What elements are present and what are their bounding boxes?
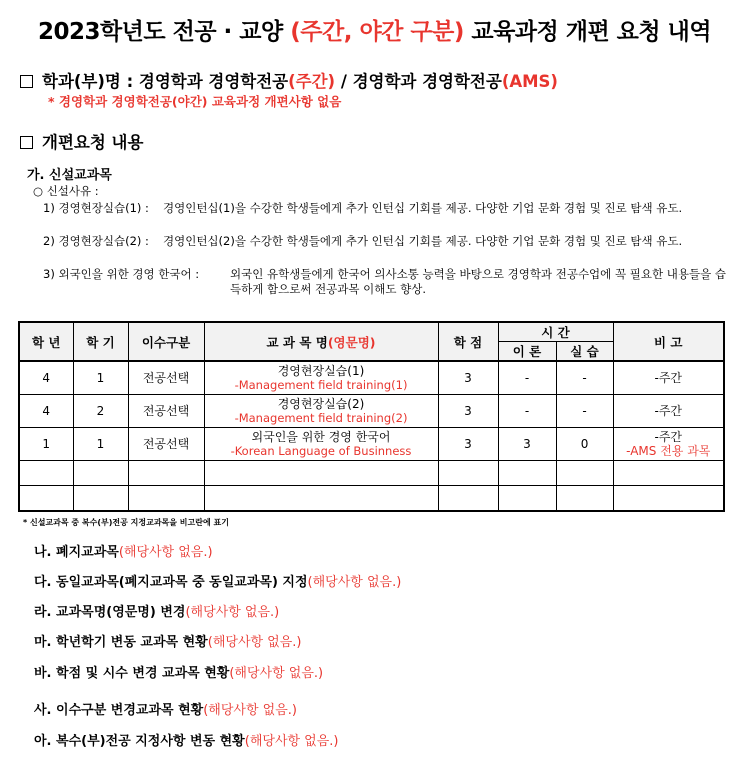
item-label: 라. 교과목명(영문명) 변경	[34, 605, 186, 620]
reason-text: 경영인턴십(2)을 수강한 학생들에게 추가 인턴십 기회를 제공. 다양한 기업 문화 경험 및 진로 탐색 유도.	[163, 234, 683, 248]
item-label: 다. 동일교과목(폐지교과목 중 동일교과목) 지정	[34, 575, 308, 590]
table-row	[19, 486, 724, 512]
header-course	[204, 322, 438, 361]
item-note: (해당사항 없음.)	[203, 703, 297, 718]
cell-remark	[613, 428, 724, 461]
reason-text: 외국인 유학생들에게 한국어 의사소통 능력을 바탕으로 경영학과 전공수업에 꼭 필요한 내용들을 습득하게 함으로써 전공과목 이해도 향상.	[230, 267, 726, 296]
night-note: * 경영학과 경영학전공(야간) 교육과정 개편사항 없음	[48, 94, 342, 109]
item-label: 나. 폐지교과목	[34, 545, 119, 560]
remark-text-2: -AMS 전용 과목	[626, 444, 711, 458]
list-item	[34, 730, 339, 749]
reason-item	[43, 201, 726, 233]
content-heading-text: 개편요청 내용	[42, 133, 144, 152]
table-row	[19, 428, 724, 461]
department-label: 학과(부)명 : 경영학과 경영학전공	[42, 72, 289, 91]
cell-year: 1	[19, 428, 73, 461]
new-courses-heading: 가. 신설교과목	[27, 168, 112, 183]
reason-item	[43, 234, 726, 266]
department-sep: / 경영학과 경영학전공	[335, 72, 502, 91]
checkbox-square-icon	[20, 75, 33, 88]
reason-heading: ○ 신설사유 :	[33, 184, 99, 198]
cell-theory: -	[498, 395, 556, 428]
list-item	[34, 631, 302, 650]
cell-course	[204, 428, 438, 461]
cell-remark	[613, 395, 724, 428]
list-item	[34, 662, 323, 681]
cell-year: 4	[19, 395, 73, 428]
header-year: 학 년	[19, 322, 73, 361]
header-course-ko: 교 과 목 명	[266, 334, 328, 350]
cell-practice: 0	[556, 428, 613, 461]
cell-credit: 3	[438, 395, 498, 428]
cell-credit: 3	[438, 428, 498, 461]
header-semester: 학 기	[73, 322, 128, 361]
cell-category: 전공선택	[128, 361, 204, 395]
course-name: 경영현장실습(1)	[277, 364, 365, 378]
title-text-3: 교육과정 개편 요청 내역	[463, 19, 712, 45]
list-item	[34, 699, 297, 718]
item-label: 바. 학점 및 시수 변경 교과목 현황	[34, 666, 230, 681]
cell-practice: -	[556, 395, 613, 428]
header-theory: 이 론	[498, 342, 556, 362]
cell-remark	[613, 361, 724, 395]
checkbox-square-icon	[20, 136, 33, 149]
course-name-en: -Management field training(2)	[234, 411, 408, 425]
item-note: (해당사항 없음.)	[118, 545, 213, 560]
reason-item	[43, 267, 726, 299]
title-text-2: (주간, 야간 구분)	[290, 19, 464, 45]
header-hours: 시 간	[498, 322, 613, 342]
reason-label: 2) 경영현장실습(2) :	[43, 234, 149, 248]
remark-text: -주간	[654, 371, 683, 385]
reason-label: 1) 경영현장실습(1) :	[43, 201, 149, 215]
item-note: (해당사항 없음.)	[244, 734, 339, 749]
header-course-en: (영문명)	[327, 334, 376, 350]
header-remark: 비 고	[613, 322, 724, 361]
item-note: (해당사항 없음.)	[307, 575, 402, 590]
course-name-en: -Korean Language of Businness	[230, 444, 412, 458]
header-category: 이수구분	[128, 322, 204, 361]
item-label: 아. 복수(부)전공 지정사항 변동 현황	[34, 734, 245, 749]
cell-semester: 1	[73, 428, 128, 461]
content-heading	[20, 129, 143, 153]
department-ams: (AMS)	[501, 72, 558, 91]
table-row	[19, 395, 724, 428]
header-practice: 실 습	[556, 342, 613, 362]
department-line	[20, 68, 558, 92]
cell-theory: 3	[498, 428, 556, 461]
item-label: 사. 이수구분 변경교과목 현황	[34, 703, 204, 718]
cell-theory: -	[498, 361, 556, 395]
title-text-1: 2023학년도 전공 · 교양	[37, 19, 291, 45]
item-note: (해당사항 없음.)	[207, 635, 302, 650]
item-note: (해당사항 없음.)	[185, 605, 280, 620]
reason-label: 3) 외국인을 위한 경영 한국어 :	[43, 267, 200, 281]
remark-text: -주간	[654, 430, 683, 444]
cell-category: 전공선택	[128, 395, 204, 428]
item-label: 마. 학년학기 변동 교과목 현황	[34, 635, 208, 650]
course-name: 경영현장실습(2)	[277, 397, 365, 411]
cell-year: 4	[19, 361, 73, 395]
cell-practice: -	[556, 361, 613, 395]
course-name: 외국인을 위한 경영 한국어	[251, 430, 391, 444]
cell-semester: 2	[73, 395, 128, 428]
remark-text: -주간	[654, 404, 683, 418]
department-day: (주간)	[288, 72, 336, 91]
cell-credit: 3	[438, 361, 498, 395]
cell-course	[204, 361, 438, 395]
cell-semester: 1	[73, 361, 128, 395]
list-item	[34, 601, 279, 620]
list-item	[34, 541, 213, 560]
curriculum-table	[18, 321, 725, 512]
reason-text: 경영인턴십(1)을 수강한 학생들에게 추가 인턴십 기회를 제공. 다양한 기업 문화 경험 및 진로 탐색 유도.	[163, 201, 683, 215]
item-note: (해당사항 없음.)	[229, 666, 324, 681]
table-footnote: * 신설교과목 중 복수(부)전공 지정교과목을 비고란에 표기	[23, 518, 229, 527]
cell-category: 전공선택	[128, 428, 204, 461]
list-item	[34, 571, 401, 590]
header-credit: 학 점	[438, 322, 498, 361]
page-title	[0, 13, 749, 46]
course-name-en: -Management field training(1)	[234, 378, 408, 392]
cell-course	[204, 395, 438, 428]
table-row	[19, 461, 724, 486]
table-row	[19, 361, 724, 395]
